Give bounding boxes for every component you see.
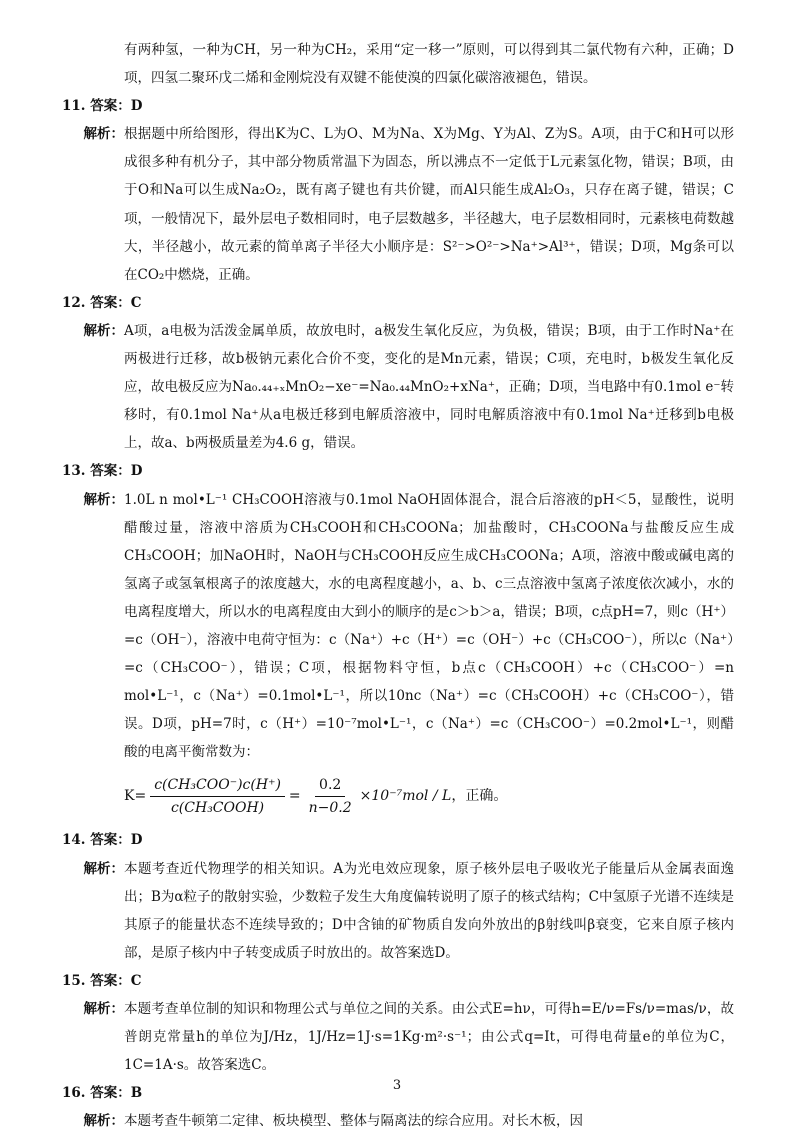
analysis-block (62, 855, 734, 967)
analysis-block (62, 120, 734, 289)
formula-end: ，正确。 (451, 788, 508, 805)
answer-label: 答案： (90, 832, 131, 849)
fraction-numerator: c(CH₃COO⁻)c(H⁺) (150, 774, 285, 797)
answer-line (62, 92, 734, 120)
formula-equals: = (288, 788, 301, 805)
answer-line (62, 826, 734, 854)
analysis-block (62, 1107, 734, 1135)
analysis-label: 解析： (83, 126, 124, 143)
answer-item-15 (62, 967, 734, 1079)
fraction-denominator: c(CH₃COOH) (170, 799, 265, 816)
question-number: 12. (62, 294, 86, 311)
analysis-text: A项，a电极为活泼金属单质，故放电时，a极发生氧化反应，为负极，错误；B项，由于工作时Na⁺在两极进行迁移，故b极钠元素化合价不变，变化的是Mn元素，错误；C项，充电时，b极发生氧化反应，故电极反应为Na₀.₄₄₊ₓMnO₂−xe⁻=Na₀.₄₄MnO₂+xNa⁺，正确；D项，当电路中有0.1mol e⁻转移时，有0.1mol Na⁺从a电极迁移到电解质溶液中，同时电解质溶液中有0.1mol Na⁺迁移到b电极上，故a、b两极质量差为4.6 g，错误。 (124, 322, 734, 452)
analysis-block (62, 486, 734, 767)
formula-fraction-1 (150, 774, 285, 819)
analysis-label: 解析： (83, 1001, 124, 1017)
question-number: 14. (62, 832, 86, 849)
formula-tail: ×10⁻⁷mol / L (359, 788, 452, 805)
answer-item-14 (62, 826, 734, 966)
question-number: 11. (62, 98, 86, 115)
answer-label: 答案： (90, 1085, 131, 1102)
answer-value: C (130, 294, 142, 311)
answer-item-11 (62, 92, 734, 289)
formula-fraction-2 (305, 774, 356, 819)
analysis-label: 解析： (83, 491, 124, 508)
analysis-block (62, 317, 734, 457)
answer-value: D (130, 98, 143, 115)
analysis-label: 解析： (83, 1113, 124, 1130)
analysis-label: 解析： (83, 860, 124, 877)
answer-value: B (130, 1085, 143, 1102)
answer-value: D (130, 463, 143, 480)
page-number: 3 (392, 1078, 402, 1093)
analysis-text: 1.0L n mol•L⁻¹ CH₃COOH溶液与0.1mol NaOH固体混合，混合后溶液的pH＜5，显酸性，说明醋酸过量，溶液中溶质为CH₃COOH和CH₃COONa；加盐酸时，CH₃COONa与盐酸反应生成CH₃COOH；加NaOH时，NaOH与CH₃COOH反应生成CH₃COONa；A项，溶液中酸或碱电离的氢离子或氢氧根离子的浓度越大，水的电离程度越小，a、b、c三点溶液中氢离子浓度依次减小，水的电离程度增大，所以水的电离程度由大到小的顺序的是c＞b＞a，错误；B项，c点pH=7，则c（H⁺）=c（OH⁻），溶液中电荷守恒为：c（Na⁺）+c（H⁺）=c（OH⁻）+c（CH₃COO⁻），所以c（Na⁺）=c（CH₃COO⁻），错误；C项，根据物料守恒，b点c（CH₃COOH）+c（CH₃COO⁻）=n mol•L⁻¹，c（Na⁺）=0.1mol•L⁻¹，所以10nc（Na⁺）=c（CH₃COOH）+c（CH₃COO⁻），错误。D项，pH=7时，c（H⁺）=10⁻⁷mol•L⁻¹，c（Na⁺）=c（CH₃COO⁻）=0.2mol•L⁻¹，则醋酸的电离平衡常数为： (124, 491, 734, 761)
fraction-denominator: n−0.2 (308, 799, 352, 816)
answer-item-12 (62, 289, 734, 458)
question-number: 16. (62, 1085, 86, 1102)
answer-label: 答案： (90, 972, 131, 989)
fraction-numerator: 0.2 (315, 774, 345, 797)
analysis-text: 本题考查牛顿第二定律、板块模型、整体与隔离法的综合应用。对长木板，因 (124, 1113, 583, 1130)
answer-value: C (130, 972, 142, 989)
answer-value: D (130, 832, 143, 849)
analysis-text: 根据题中所给图形，得出K为C、L为O、M为Na、X为Mg、Y为Al、Z为S。A项，由于C和H可以形成很多种有机分子，其中部分物质常温下为固态，所以沸点不一定低于L元素氢化物，错误；B项，由于O和Na可以生成Na₂O₂，既有离子键也有共价键，而Al只能生成Al₂O₃，只存在离子键，错误；C项，一般情况下，最外层电子数相同时，电子层数越多，半径越大，电子层数相同时，元素核电荷数越大，半径越小，故元素的简单离子半径大小顺序是：S²⁻>O²⁻>Na⁺>Al³⁺，错误；D项，Mg条可以在CO₂中燃烧，正确。 (124, 126, 734, 283)
answer-label: 答案： (90, 98, 131, 115)
analysis-block (62, 995, 734, 1079)
answer-line (62, 967, 734, 995)
answer-item-13 (62, 457, 734, 826)
analysis-text: 本题考查单位制的知识和物理公式与单位之间的关系。由公式E=hν，可得h=E/ν=Fs/ν=mas/ν，故普朗克常量h的单位为J/Hz，1J/Hz=1J·s=1Kg·m²·s⁻¹；由公式q=It，可得电荷量e的单位为C，1C=1A·s。故答案选C。 (124, 1001, 734, 1074)
analysis-text: 本题考查近代物理学的相关知识。A为光电效应现象，原子核外层电子吸收光子能量后从金属表面逸出；B为α粒子的散射实验，少数粒子发生大角度偏转说明了原子的核式结构；C中氢原子光谱不连续是其原子的能量状态不连续导致的；D中含铀的矿物质自发向外放出的β射线叫β衰变，它来自原子核内部，是原子核内中子转变成质子时放出的。故答案选D。 (124, 860, 734, 961)
analysis-label: 解析： (83, 322, 124, 339)
answer-line (62, 457, 734, 485)
equilibrium-constant-formula (62, 766, 734, 826)
question-number: 15. (62, 972, 86, 989)
formula-k: K= (124, 788, 147, 805)
answer-label: 答案： (90, 294, 131, 311)
question-number: 13. (62, 463, 86, 480)
answer-content (62, 36, 734, 1135)
answer-line (62, 289, 734, 317)
intro-paragraph: 有两种氢，一种为CH，另一种为CH₂，采用“定一移一”原则，可以得到其二氯代物有六种，正确；D项，四氢二聚环戊二烯和金刚烷没有双键不能使溴的四氯化碳溶液褪色，错误。 (124, 42, 734, 87)
answer-label: 答案： (90, 463, 131, 480)
